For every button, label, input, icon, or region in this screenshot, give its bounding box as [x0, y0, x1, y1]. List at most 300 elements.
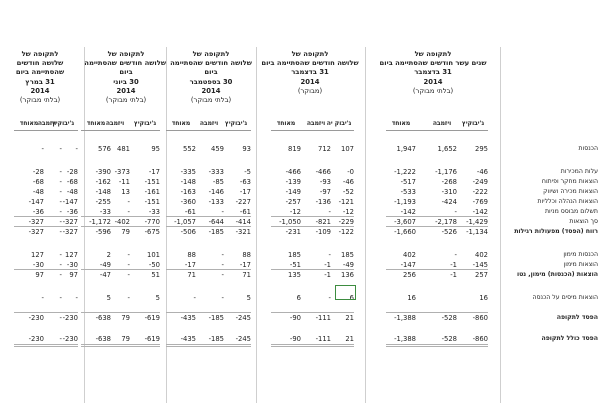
table-cell: -61 — [184, 208, 196, 216]
row-separator — [386, 216, 488, 217]
row-separator — [166, 312, 251, 313]
period-header-line: 31 במרץ — [25, 77, 55, 86]
table-cell: -1,050 — [279, 218, 301, 226]
table-cell: -466 — [315, 168, 331, 176]
table-cell: -638 — [95, 335, 111, 343]
table-cell: 71 — [242, 271, 251, 279]
table-cell: -0 — [347, 168, 354, 176]
period-header-line: 2014 — [30, 86, 50, 95]
column-subheader: מאוחד — [171, 120, 191, 127]
table-cell: - — [59, 335, 62, 343]
table-cell: -151 — [144, 178, 160, 186]
table-cell: - — [75, 145, 78, 153]
table-cell: -222 — [472, 188, 488, 196]
column-subheader: ויזמבה — [199, 120, 219, 127]
table-cell: -17 — [148, 168, 160, 176]
table-cell: 1,652 — [437, 145, 457, 153]
table-cell: 295 — [475, 145, 488, 153]
table-cell: -2,178 — [435, 218, 457, 226]
table-cell: -185 — [208, 314, 224, 322]
table-cell: -17 — [239, 188, 251, 196]
table-cell: - — [59, 294, 62, 302]
row-label: הוצאות הנהלה וכלליות — [537, 198, 598, 205]
row-separator — [14, 312, 78, 313]
table-cell: - — [221, 208, 224, 216]
table-cell: - — [328, 251, 331, 259]
table-cell: 79 — [121, 228, 130, 236]
total-underline — [14, 346, 78, 347]
table-cell: - — [59, 145, 62, 153]
row-label: תשלום מבוסס מניות — [544, 208, 598, 215]
period-header-line: 31 בדצמבר — [414, 68, 452, 77]
table-cell: 402 — [403, 251, 416, 259]
row-label: עלות המכירות — [560, 168, 598, 175]
table-cell: -63 — [239, 178, 251, 186]
row-label: הכנסות מימון — [563, 251, 598, 258]
table-cell: -619 — [144, 335, 160, 343]
table-cell: -466 — [285, 168, 301, 176]
table-cell: -30 — [32, 261, 44, 269]
row-label: הוצאות מימון — [563, 261, 598, 268]
table-cell: -47 — [99, 271, 111, 279]
period-header-line: שלושה חודשים — [16, 59, 64, 68]
table-cell: -390 — [95, 168, 111, 176]
table-cell: 101 — [147, 251, 160, 259]
table-cell: 16 — [407, 294, 416, 302]
period-header-line: שלושה חודשים שהסתיימה ביום — [261, 59, 359, 68]
table-cell: - — [221, 294, 224, 302]
table-cell: 481 — [117, 145, 130, 153]
table-cell: -85 — [212, 178, 224, 186]
subheader-underline — [166, 130, 251, 131]
table-cell: 97 — [35, 271, 44, 279]
column-subheader: ויזמבה — [105, 120, 125, 127]
table-cell: -596 — [95, 228, 111, 236]
column-subheader: מאוחד — [391, 120, 411, 127]
row-separator — [271, 312, 354, 313]
table-cell: -11 — [118, 178, 130, 186]
table-cell: 819 — [288, 145, 301, 153]
row-label: הוצאות מחקר ופיתוח — [541, 178, 598, 185]
table-cell: -1 — [450, 261, 457, 269]
table-cell: -148 — [180, 178, 196, 186]
table-cell: -3,607 — [394, 218, 416, 226]
table-cell: - — [328, 294, 331, 302]
table-cell: -373 — [114, 168, 130, 176]
period-header — [258, 50, 362, 96]
table-cell: -49 — [342, 261, 354, 269]
table-cell: -1 — [450, 271, 457, 279]
table-cell: 2 — [106, 251, 111, 259]
table-cell: - — [75, 294, 78, 302]
row-separator — [271, 216, 354, 217]
table-cell: -1,388 — [394, 335, 416, 343]
column-divider — [365, 47, 366, 403]
table-cell: -33 — [148, 208, 160, 216]
table-cell: - — [59, 228, 62, 236]
table-cell: 5 — [155, 294, 160, 302]
table-cell: 402 — [475, 251, 488, 259]
table-cell: -333 — [208, 168, 224, 176]
table-cell: -1,176 — [435, 168, 457, 176]
table-cell: -424 — [441, 198, 457, 206]
table-cell: -139 — [285, 178, 301, 186]
row-label: סך הוצאות — [569, 218, 598, 225]
table-cell: - — [221, 261, 224, 269]
table-cell: -327 — [62, 228, 78, 236]
table-cell: -360 — [180, 198, 196, 206]
table-cell: -1,660 — [394, 228, 416, 236]
table-cell: -149 — [285, 188, 301, 196]
table-cell: -12 — [342, 208, 354, 216]
column-subheader: ויזמבה — [37, 120, 57, 127]
table-cell: -36 — [32, 208, 44, 216]
table-cell: 6 — [296, 294, 301, 302]
period-header-line: שלושה חודשים שהסתיימה — [170, 59, 252, 68]
table-cell: - — [59, 261, 62, 269]
table-cell: -675 — [144, 228, 160, 236]
period-header-line: 30 ביוני — [113, 77, 139, 86]
period-header-line: (בלתי מבוקר) — [190, 96, 232, 105]
period-header-line: לתקופה של — [21, 50, 59, 58]
total-underline — [81, 346, 160, 347]
total-underline — [166, 344, 251, 345]
table-cell: -1,429 — [466, 218, 488, 226]
table-cell: -161 — [144, 188, 160, 196]
table-cell: -414 — [235, 218, 251, 226]
table-cell: 6 — [349, 294, 354, 302]
total-underline — [271, 346, 354, 347]
table-cell: - — [59, 251, 62, 259]
table-cell: - — [127, 271, 130, 279]
period-header-line: (מבוקר) — [297, 86, 323, 95]
period-header-line: לתקופה של — [414, 50, 452, 58]
column-subheader: מאוחד — [19, 120, 39, 127]
column-subheader: מאוחד — [276, 120, 296, 127]
table-cell: -230 — [28, 335, 44, 343]
table-cell: -68 — [66, 178, 78, 186]
total-underline — [166, 346, 251, 347]
table-cell: -151 — [144, 198, 160, 206]
table-cell: 16 — [479, 294, 488, 302]
row-separator — [166, 226, 251, 227]
table-cell: -268 — [441, 178, 457, 186]
total-underline — [386, 344, 488, 345]
table-cell: -28 — [66, 168, 78, 176]
table-cell: -136 — [315, 198, 331, 206]
table-cell: -321 — [235, 228, 251, 236]
table-cell: - — [454, 251, 457, 259]
table-cell: 93 — [242, 145, 251, 153]
period-header-line: 31 בדצמבר — [291, 68, 329, 77]
table-cell: 185 — [341, 251, 354, 259]
table-cell: -49 — [99, 261, 111, 269]
table-cell: -33 — [99, 208, 111, 216]
period-header-line: שהסתיימה ביום — [15, 68, 65, 77]
table-cell: - — [127, 198, 130, 206]
table-cell: - — [221, 271, 224, 279]
table-cell: 95 — [151, 145, 160, 153]
row-separator — [14, 216, 78, 217]
table-cell: -435 — [180, 335, 196, 343]
period-header — [168, 50, 254, 105]
column-subheader: ג'יבוקיץ — [224, 120, 248, 127]
table-cell: - — [59, 198, 62, 206]
table-cell: - — [59, 178, 62, 186]
table-cell: 107 — [341, 145, 354, 153]
subheader-underline — [386, 130, 488, 131]
table-cell: -51 — [289, 261, 301, 269]
table-cell: - — [59, 218, 62, 226]
table-cell: -1,193 — [394, 198, 416, 206]
table-cell: - — [221, 251, 224, 259]
table-cell: -17 — [184, 261, 196, 269]
table-cell: -230 — [28, 314, 44, 322]
table-cell: -142 — [400, 208, 416, 216]
table-cell: - — [59, 168, 62, 176]
table-cell: 135 — [288, 271, 301, 279]
table-cell: 576 — [98, 145, 111, 153]
table-cell: -68 — [32, 178, 44, 186]
row-separator — [386, 226, 488, 227]
table-cell: -48 — [66, 188, 78, 196]
column-subheader: מאוחד — [86, 120, 106, 127]
table-cell: - — [41, 294, 44, 302]
table-cell: 88 — [187, 251, 196, 259]
table-cell: -327 — [28, 218, 44, 226]
period-header-line: 2014 — [300, 77, 320, 86]
table-cell: -249 — [472, 178, 488, 186]
table-cell: -30 — [66, 261, 78, 269]
table-cell: -46 — [342, 178, 354, 186]
period-header-line: שלושה חודשים שהסתיימה — [84, 59, 166, 68]
table-cell: 257 — [475, 271, 488, 279]
table-cell: -1,057 — [174, 218, 196, 226]
column-subheader: ג'יבוקיץ — [461, 120, 485, 127]
table-cell: 21 — [345, 335, 354, 343]
period-header-line: 2014 — [201, 86, 221, 95]
table-cell: -147 — [62, 198, 78, 206]
table-cell: -111 — [315, 335, 331, 343]
table-cell: -1,172 — [89, 218, 111, 226]
row-separator — [14, 269, 78, 270]
table-cell: -109 — [315, 228, 331, 236]
period-header-line: (בלתי מבוקר) — [105, 96, 147, 105]
period-header-line: לתקופה של — [107, 50, 145, 58]
table-cell: -769 — [472, 198, 488, 206]
table-cell: 13 — [121, 188, 130, 196]
table-cell: -526 — [441, 228, 457, 236]
table-cell: -93 — [319, 178, 331, 186]
table-cell: -142 — [472, 208, 488, 216]
table-cell: -121 — [338, 198, 354, 206]
row-label: רווח (הפסד) מפעולות רגילות — [514, 228, 598, 235]
row-separator — [81, 312, 160, 313]
selected-cell[interactable] — [335, 285, 356, 300]
table-cell: -517 — [400, 178, 416, 186]
table-cell: -90 — [289, 335, 301, 343]
table-cell: -28 — [32, 168, 44, 176]
table-cell: -1,134 — [466, 228, 488, 236]
period-header-line: ביום — [204, 68, 218, 77]
table-cell: -185 — [208, 228, 224, 236]
table-cell: - — [127, 251, 130, 259]
column-subheader: ג'יבוק יה — [326, 120, 352, 127]
table-cell: -860 — [472, 335, 488, 343]
table-cell: 712 — [318, 145, 331, 153]
table-cell: -245 — [235, 314, 251, 322]
row-separator — [81, 226, 160, 227]
period-header-line: שנים עשר חודשים שהסתיימה ביום — [379, 59, 487, 68]
column-subheader: ויזמבה — [306, 120, 326, 127]
table-cell: 5 — [106, 294, 111, 302]
table-cell: - — [454, 208, 457, 216]
table-cell: - — [127, 261, 130, 269]
table-cell: - — [59, 314, 62, 322]
table-cell: -162 — [95, 178, 111, 186]
table-cell: - — [127, 208, 130, 216]
row-separator — [166, 216, 251, 217]
table-cell: -860 — [472, 314, 488, 322]
table-cell: -163 — [180, 188, 196, 196]
table-cell: -229 — [338, 218, 354, 226]
table-cell: -310 — [441, 188, 457, 196]
table-cell: 79 — [121, 335, 130, 343]
table-cell: -227 — [235, 198, 251, 206]
table-cell: -185 — [208, 335, 224, 343]
table-cell: -97 — [319, 188, 331, 196]
table-cell: 97 — [69, 271, 78, 279]
table-cell: - — [193, 294, 196, 302]
table-cell: 21 — [345, 314, 354, 322]
table-cell: 459 — [211, 145, 224, 153]
period-header-line: (בלתי מבוקר) — [412, 86, 454, 95]
table-cell: 127 — [65, 251, 78, 259]
table-cell: -146 — [208, 188, 224, 196]
row-separator — [166, 269, 251, 270]
table-cell: 88 — [242, 251, 251, 259]
row-separator — [81, 269, 160, 270]
table-cell: - — [59, 188, 62, 196]
table-cell: -231 — [285, 228, 301, 236]
table-cell: - — [127, 294, 130, 302]
table-cell: -90 — [289, 314, 301, 322]
table-cell: -48 — [32, 188, 44, 196]
table-cell: -506 — [180, 228, 196, 236]
table-cell: -528 — [441, 335, 457, 343]
row-label: הוצאות מכירה ושיווק — [543, 188, 598, 195]
subheader-underline — [271, 130, 354, 131]
table-cell: -402 — [114, 218, 130, 226]
table-cell: -257 — [285, 198, 301, 206]
period-header-line: 2014 — [116, 86, 136, 95]
row-separator — [386, 312, 488, 313]
table-cell: -133 — [208, 198, 224, 206]
subheader-underline — [81, 130, 160, 131]
table-cell: 51 — [151, 271, 160, 279]
row-label: הכנסות — [578, 145, 598, 152]
table-cell: -327 — [28, 228, 44, 236]
period-header-line: לתקופה של — [291, 50, 329, 58]
total-underline — [386, 346, 488, 347]
table-cell: -12 — [289, 208, 301, 216]
table-cell: -335 — [180, 168, 196, 176]
table-cell: -46 — [476, 168, 488, 176]
table-cell: -36 — [66, 208, 78, 216]
total-underline — [271, 344, 354, 345]
column-divider — [256, 47, 257, 403]
table-cell: -122 — [338, 228, 354, 236]
row-label: הפסד כולל לתקופה — [541, 335, 598, 342]
table-cell: -619 — [144, 314, 160, 322]
table-cell: -533 — [400, 188, 416, 196]
period-header — [0, 50, 80, 105]
table-cell: 71 — [187, 271, 196, 279]
table-cell: -52 — [342, 188, 354, 196]
table-cell: -5 — [244, 168, 251, 176]
table-cell: -821 — [315, 218, 331, 226]
table-cell: 136 — [341, 271, 354, 279]
row-separator — [271, 269, 354, 270]
table-cell: 256 — [403, 271, 416, 279]
period-header-line: 2014 — [423, 77, 443, 86]
column-subheader: ג'יבוקיץ — [133, 120, 157, 127]
row-separator — [386, 269, 488, 270]
total-underline — [81, 344, 160, 345]
table-cell: - — [41, 145, 44, 153]
row-separator — [271, 226, 354, 227]
period-header-line: ביום — [119, 68, 133, 77]
table-cell: -435 — [180, 314, 196, 322]
table-cell: -148 — [95, 188, 111, 196]
table-cell: -528 — [441, 314, 457, 322]
row-separator — [81, 216, 160, 217]
period-header — [86, 50, 166, 105]
table-cell: -1,222 — [394, 168, 416, 176]
table-cell: -145 — [472, 261, 488, 269]
row-label: הפסד לתקופה — [556, 314, 598, 321]
column-subheader: ג'יבוקיץ — [51, 120, 75, 127]
column-subheader: ויזמבה — [432, 120, 452, 127]
table-cell: -147 — [400, 261, 416, 269]
period-header-line: לתקופה של — [192, 50, 230, 58]
table-cell: -111 — [315, 314, 331, 322]
table-cell: -17 — [239, 261, 251, 269]
table-cell: - — [59, 208, 62, 216]
table-cell: 552 — [183, 145, 196, 153]
table-cell: -245 — [235, 335, 251, 343]
table-cell: -230 — [62, 335, 78, 343]
subheader-underline — [14, 130, 78, 131]
table-cell: 185 — [288, 251, 301, 259]
table-cell: - — [59, 271, 62, 279]
table-cell: -1,388 — [394, 314, 416, 322]
table-cell: -644 — [208, 218, 224, 226]
period-header-line: (בלתי מבוקר) — [19, 96, 61, 105]
table-cell: -50 — [148, 261, 160, 269]
table-cell: 1,947 — [396, 145, 416, 153]
total-underline — [14, 344, 78, 345]
table-cell: -638 — [95, 314, 111, 322]
table-cell: -770 — [144, 218, 160, 226]
table-cell: 5 — [246, 294, 251, 302]
table-cell: -327 — [62, 218, 78, 226]
table-cell: -61 — [239, 208, 251, 216]
table-cell: - — [328, 208, 331, 216]
table-cell: -255 — [95, 198, 111, 206]
row-label: הוצאות (הכנסות) מימון, נטו — [516, 271, 598, 278]
table-cell: 79 — [121, 314, 130, 322]
